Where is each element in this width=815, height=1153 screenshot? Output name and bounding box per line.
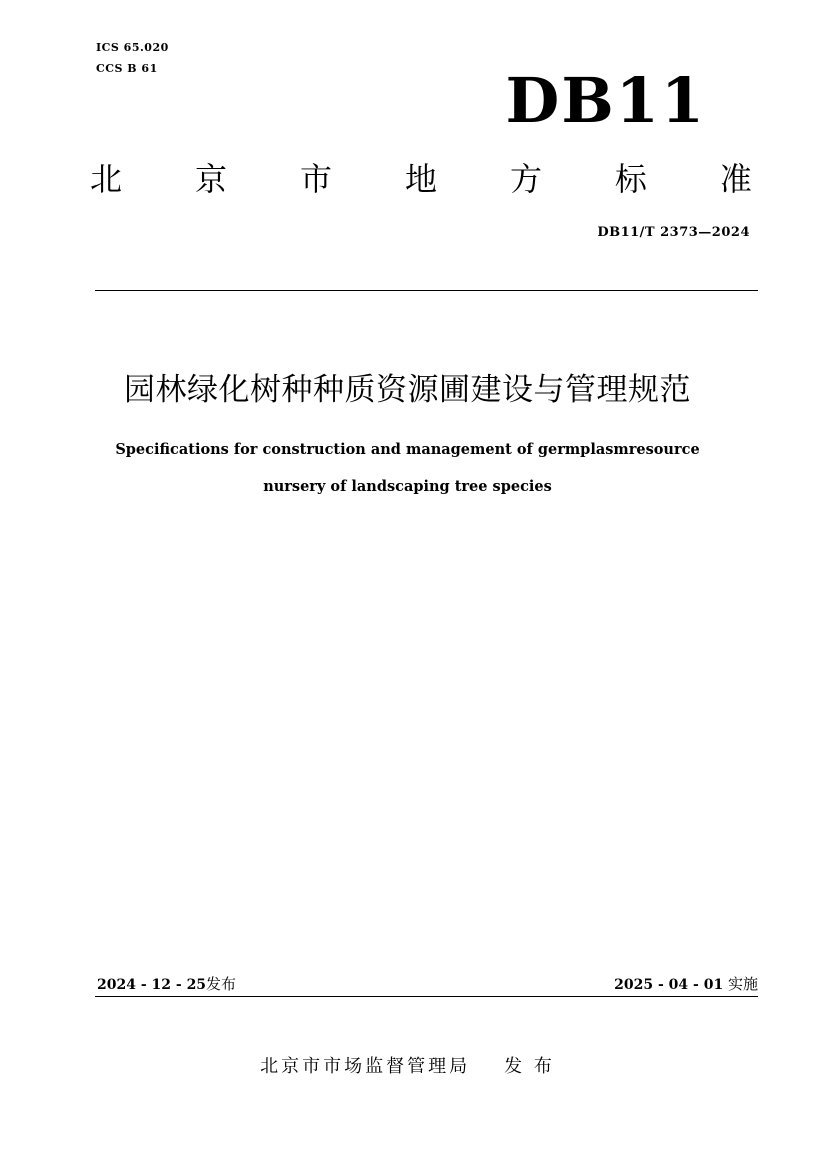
publish-date: [97, 973, 236, 996]
db11-mark: DB11: [505, 64, 706, 137]
title-english-line-2: nursery of landscaping tree species: [263, 478, 552, 495]
effective-label: 实施: [727, 975, 758, 993]
standard-type: [90, 158, 752, 200]
standard-type-char: 方: [509, 160, 542, 198]
issue-label: 发 布: [504, 1056, 555, 1077]
issuer-name: 北京市市场监督管理局: [260, 1056, 471, 1077]
bottom-divider: [95, 996, 758, 997]
standard-type-char: 地: [404, 160, 437, 198]
title-chinese: 园林绿化树种种质资源圃建设与管理规范: [124, 372, 691, 408]
publish-date-value: 2024 - 12 - 25: [97, 977, 207, 993]
effective-date-value: 2025 - 04 - 01: [614, 977, 724, 993]
standard-number: DB11/T 2373—2024: [597, 225, 750, 240]
standard-type-char: 市: [299, 160, 332, 198]
issuer-line: [0, 1054, 815, 1080]
ics-code: ICS 65.020: [96, 41, 169, 54]
effective-date: [614, 973, 758, 996]
standard-type-char: 北: [90, 160, 123, 198]
standard-type-char: 京: [194, 160, 227, 198]
top-divider: [95, 290, 758, 291]
ccs-code: CCS B 61: [96, 62, 158, 75]
title-english-line-1: Specifications for construction and management of germplasmresource: [115, 441, 700, 458]
publish-label: 发布: [206, 975, 237, 993]
standard-type-char: 准: [719, 160, 752, 198]
standard-type-char: 标: [614, 160, 647, 198]
